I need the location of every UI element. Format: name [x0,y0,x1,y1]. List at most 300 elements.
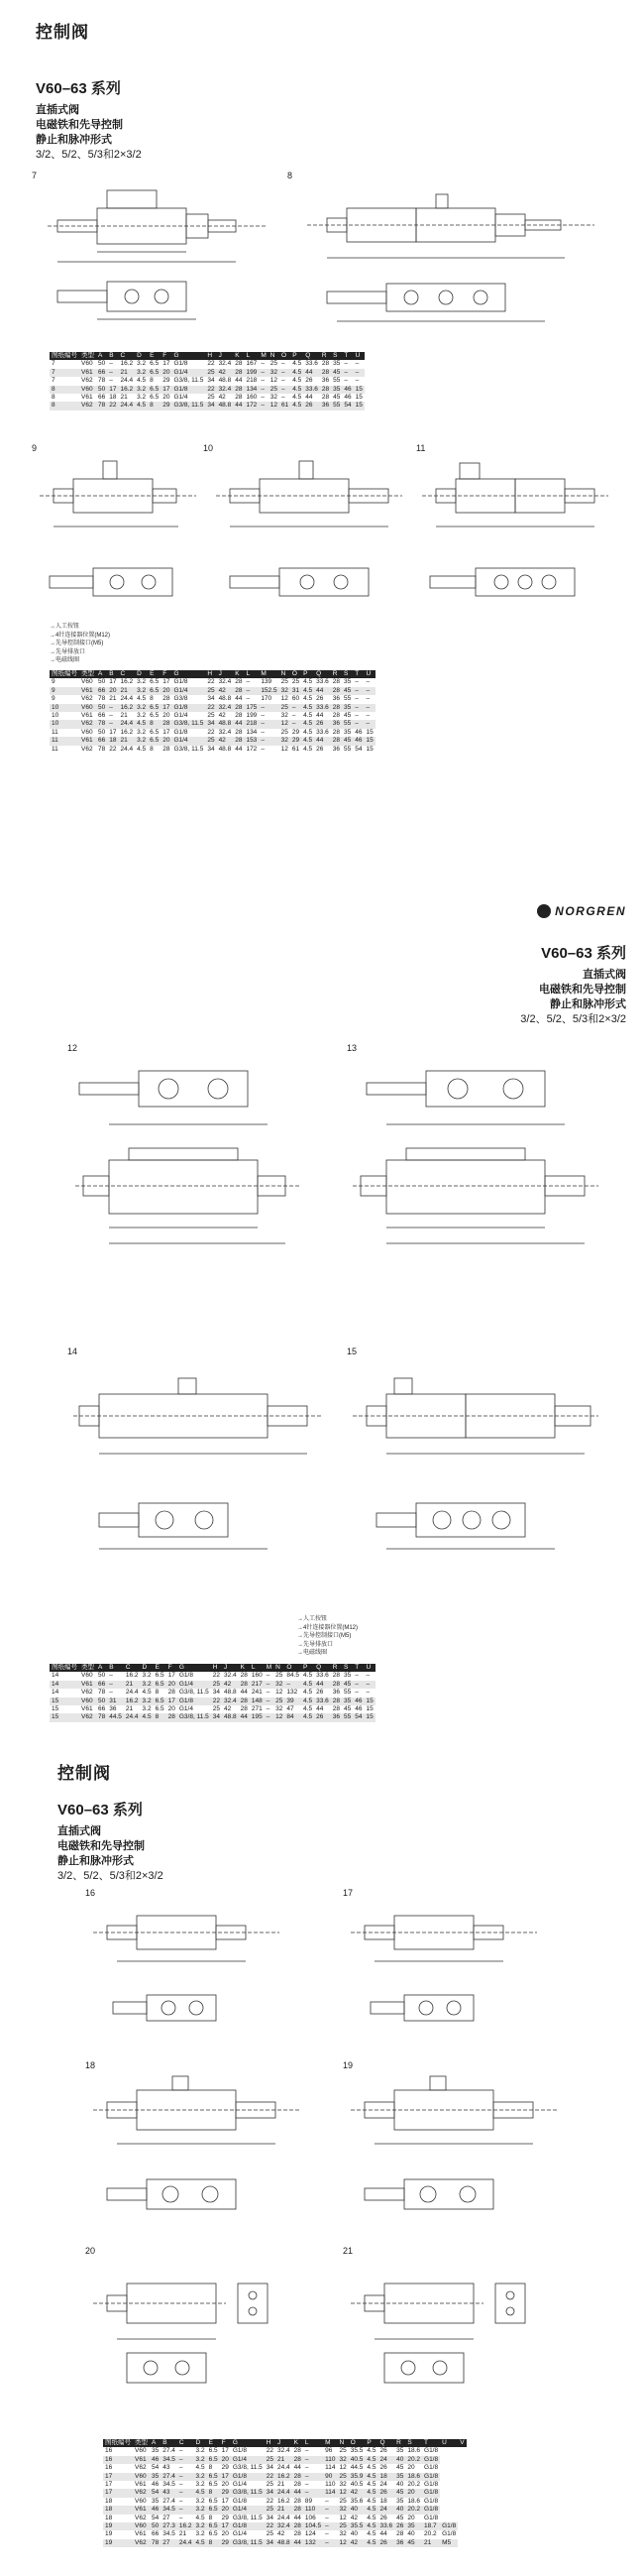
catalog-page-1 [0,0,644,823]
table-cell: 11 [52,728,58,736]
table-cell: 78 [98,1713,106,1721]
table-cell: 17 [105,2481,113,2489]
column-header: F [162,670,167,677]
table-cell: 17 [109,678,117,686]
table-cell: 24 [379,2481,387,2489]
table-cell: 20 [407,2464,415,2472]
table-cell: 43 [162,2464,170,2472]
catalog-page-3 [0,1745,644,2576]
column-header: O [280,352,287,359]
table-cell: – [325,2522,329,2530]
table-cell: 12 [269,377,277,385]
valve-drawing-fig19 [345,2068,563,2237]
table-cell: 42 [218,394,226,402]
table-cell: 16 [105,2447,113,2455]
table-row [50,369,365,377]
table-cell: 4.5 [292,385,302,393]
table-cell: 44 [235,377,243,385]
table-cell: 4.5 [303,1697,313,1704]
table-cell: M5 [442,2538,452,2546]
table-cell: 18.7 [424,2522,437,2530]
table-cell: 27.3 [162,2522,175,2530]
table-cell: 34 [207,402,215,410]
table-cell: – [286,1680,291,1688]
table-cell: 6.5 [150,360,160,368]
table-row [103,2473,467,2481]
table-cell: G3/8, 11.5 [232,2489,263,2497]
dimension-table-3 [50,1664,376,1722]
table-cell: 44 [316,712,324,720]
table-cell: 12 [280,745,288,753]
table-cell: 96 [325,2447,333,2455]
table-cell: 4.5 [367,2522,376,2530]
table-row [50,1713,376,1721]
table-cell: 15 [366,1697,374,1704]
table-cell: 4.5 [367,2506,376,2514]
table-cell: 28 [235,360,243,368]
table-cell: 134 [246,385,258,393]
column-header: Q [316,670,322,677]
dimension-table-1 [50,352,365,410]
table-cell: 66 [98,686,106,694]
table-cell: – [261,377,265,385]
table-cell: 33.6 [316,728,329,736]
table-cell: 27 [162,2538,170,2546]
table-cell: 218 [246,377,258,385]
table-cell: 45 [344,686,352,694]
column-header: D [195,2439,201,2446]
table-cell: 17 [167,1697,175,1704]
table-cell: 32.4 [218,385,232,393]
table-cell: – [366,712,371,720]
table-row [50,1705,376,1713]
table-cell: 28 [293,2522,301,2530]
table-cell: 22 [207,360,215,368]
table-cell: 26 [316,695,324,703]
figure-number: 12 [67,1043,78,1053]
table-cell: 45 [333,368,341,376]
table-cell: 24.4 [276,2489,290,2497]
table-cell: 25 [212,1705,220,1713]
column-header: A [98,352,103,359]
header-line-3: 静止和脉冲形式 [57,1855,134,1867]
table-cell: 106 [304,2514,316,2521]
table-cell: 3.2 [195,2472,205,2480]
table-cell: 24.4 [120,402,134,410]
table-cell: 3.2 [137,394,147,402]
column-header: S [333,352,338,359]
table-cell: 6.5 [150,678,160,686]
table-cell: 17 [105,2472,113,2480]
table-cell: 25 [207,394,215,402]
table-cell: V61 [81,1705,93,1713]
table-cell: 17 [162,703,170,711]
table-cell: – [280,385,285,393]
table-cell: 32.4 [218,678,232,686]
table-cell: 26 [316,1689,324,1697]
table-cell: 16 [105,2464,113,2472]
table-cell: – [325,2530,329,2538]
table-cell: G1/8 [173,360,188,368]
table-cell: 35 [152,2497,160,2505]
table-cell: 25 [339,2472,347,2480]
table-cell: 28 [240,1697,248,1704]
table-cell: 24.4 [125,1713,139,1721]
table-cell: 22 [266,2522,273,2530]
table-cell: 26 [379,2489,387,2497]
catalog-page-2 [0,873,644,1735]
table-cell: 40 [396,2455,404,2463]
table-cell: 17 [162,385,170,393]
table-cell: 48.8 [223,1689,237,1697]
table-cell: 33.6 [379,2522,393,2530]
figure-number: 11 [416,443,426,453]
table-cell: G1/8 [178,1672,193,1680]
column-header: S [407,2439,412,2446]
table-cell: G1/8 [442,2530,457,2538]
table-cell: G3/8, 11.5 [173,377,204,385]
table-cell: 29 [221,2464,229,2472]
table-cell: 10 [52,712,59,720]
column-header: R [332,670,338,677]
table-cell: 24.4 [276,2464,290,2472]
table-cell: 20 [221,2481,229,2489]
column-header: R [321,352,327,359]
table-cell: 16.2 [120,360,134,368]
column-header: D [137,352,142,359]
table-cell: 34 [207,745,215,753]
table-cell: V62 [81,1689,93,1697]
table-cell: G3/8, 11.5 [178,1689,209,1697]
table-cell: – [325,2514,329,2521]
table-cell: 4.5 [292,368,302,376]
table-cell: 22 [109,745,117,753]
column-header: P [303,1664,308,1671]
table-cell: 28 [293,2447,301,2455]
table-cell: – [266,1713,270,1721]
table-cell: 50 [98,1697,106,1704]
figure-number: 17 [343,1888,354,1898]
table-cell: 35 [396,2497,404,2505]
table-cell: 16.2 [125,1697,139,1704]
table-cell: – [304,2464,309,2472]
table-cell: 6.5 [208,2530,218,2538]
figure-number: 14 [67,1347,78,1356]
table-cell: 167 [246,360,258,368]
table-cell: V61 [81,686,93,694]
table-cell: 34 [266,2538,273,2546]
table-cell: 3.2 [142,1680,152,1688]
table-cell: – [304,2472,309,2480]
table-cell: 24.4 [120,720,134,728]
column-header: G [173,670,179,677]
table-cell: 3.2 [137,360,147,368]
table-cell: 32 [280,737,288,745]
table-cell: 114 [325,2489,336,2497]
table-cell: 34 [266,2514,273,2521]
table-cell: – [355,1680,359,1688]
table-cell: 45 [333,394,341,402]
table-cell: – [304,2455,309,2463]
table-cell: 34 [207,695,215,703]
table-cell: 8 [155,1689,160,1697]
column-header: P [367,2439,372,2446]
table-cell: – [355,686,359,694]
table-cell: 132 [286,1689,298,1697]
column-header: H [207,670,213,677]
table-cell: 6.5 [208,2522,218,2530]
table-cell: 45 [396,2514,404,2521]
table-cell: 8 [52,394,55,402]
table-cell: 48.8 [218,745,232,753]
table-cell: G1/8 [173,385,188,393]
table-cell: 34.5 [162,2455,175,2463]
table-cell: 28 [240,1680,248,1688]
table-cell: – [280,360,285,368]
table-cell: – [355,368,360,376]
table-cell: 4.5 [303,712,313,720]
column-header: J [218,352,222,359]
column-header: A [98,1664,103,1671]
table-row [50,402,365,410]
column-header: L [246,352,251,359]
table-cell: 32 [275,1680,283,1688]
table-cell: 20 [221,2455,229,2463]
table-cell: 46 [355,1697,363,1704]
table-cell: 20 [407,2514,415,2521]
column-header: M [325,2439,331,2446]
table-cell: 35.5 [350,2522,364,2530]
table-cell: 26 [316,745,324,753]
table-row [50,746,376,754]
table-cell: 34 [212,1689,220,1697]
table-cell: 9 [52,695,55,703]
table-cell: 32 [339,2530,347,2538]
table-cell: 20 [162,394,170,402]
table-cell: 32.4 [276,2522,290,2530]
table-cell: 6.5 [150,394,160,402]
table-cell: 46 [344,394,352,402]
table-cell: 20.2 [407,2506,421,2514]
column-header: T [424,2439,428,2446]
table-cell: 40.5 [350,2455,364,2463]
table-cell: 45 [407,2538,415,2546]
column-header: J [276,2439,281,2446]
table-cell: 12 [269,402,277,410]
table-cell: – [325,2506,329,2514]
table-cell: 36 [332,1713,340,1721]
table-cell: 4.5 [367,2464,376,2472]
table-cell: 24.4 [120,377,134,385]
table-cell: 18 [105,2514,113,2521]
table-cell: 22 [266,2497,273,2505]
table-cell: 22 [109,402,117,410]
table-cell: G3/8, 11.5 [173,402,204,410]
table-cell: – [325,2538,329,2546]
table-cell: 26 [379,2538,387,2546]
table-cell: 15 [355,385,363,393]
table-cell: 20 [162,368,170,376]
table-cell: – [261,402,265,410]
table-cell: 17 [109,728,117,736]
table-cell: 12 [280,695,288,703]
table-cell: 50 [98,678,106,686]
table-cell: 3.2 [195,2447,205,2455]
table-cell: 12 [275,1689,283,1697]
header-line-4: 3/2、5/2、5/3和2×3/2 [520,1013,626,1025]
table-cell: 3.2 [195,2530,205,2538]
table-cell: 4.5 [367,2538,376,2546]
column-header: G [232,2439,238,2446]
table-cell: 28 [235,728,243,736]
table-cell: 3.2 [142,1672,152,1680]
table-cell: 28 [293,2530,301,2538]
table-cell: 35 [396,2472,404,2480]
column-header: Q [305,352,311,359]
column-header: N [269,352,275,359]
column-header: 类型 [135,2439,148,2446]
table-cell: 39 [286,1697,294,1704]
table-cell: 66 [98,712,106,720]
table-cell: 9 [52,686,55,694]
table-cell: 48.8 [218,377,232,385]
dimension-table-4 [103,2439,467,2547]
valve-drawing-fig8 [297,178,614,337]
table-cell: 9 [52,678,55,686]
table-cell: 46 [344,385,352,393]
table-cell: 84.5 [286,1672,300,1680]
table-cell: G1/4 [173,737,188,745]
table-cell: 28 [293,2455,301,2463]
table-cell: 31 [291,686,300,694]
table-cell: 3.2 [195,2506,205,2514]
table-cell: 42 [350,2538,358,2546]
table-cell: 32.4 [218,360,232,368]
table-cell: 46 [152,2481,160,2489]
table-cell: 25 [280,728,288,736]
table-cell: 22 [212,1672,220,1680]
table-cell: 21 [125,1680,134,1688]
table-cell: 20 [167,1705,175,1713]
table-cell: 14 [52,1672,59,1680]
table-cell: 22 [212,1697,220,1704]
table-cell: 4.5 [303,695,313,703]
table-cell: 17 [162,360,170,368]
table-cell: 32.4 [223,1697,237,1704]
column-header: B [109,670,114,677]
table-cell: 36 [109,1705,117,1713]
table-cell: 3.2 [195,2522,205,2530]
table-cell: 22 [266,2447,273,2455]
column-header: M [266,1664,272,1671]
table-cell: 20 [221,2506,229,2514]
table-cell: 170 [261,695,272,703]
table-cell: 3.2 [137,686,147,694]
table-cell: 28 [235,712,243,720]
table-cell: 12 [339,2464,347,2472]
table-cell: 44 [235,402,243,410]
table-cell: 26 [396,2522,404,2530]
table-cell: G1/4 [178,1705,193,1713]
table-cell: 28 [332,1705,340,1713]
table-cell: 78 [98,695,106,703]
table-cell: 18.6 [407,2472,421,2480]
table-cell: 134 [246,728,258,736]
table-cell: 40 [350,2506,358,2514]
table-cell: 55 [344,695,352,703]
table-cell: 90 [325,2472,333,2480]
table-row [50,377,365,385]
table-cell: 19 [105,2530,113,2538]
section-title: 控制阀 [36,23,89,42]
table-cell: 14 [52,1689,59,1697]
table-cell: 24.4 [120,695,134,703]
table-cell: 20.2 [407,2455,421,2463]
table-cell: – [366,1689,371,1697]
table-cell: 6.5 [155,1697,164,1704]
table-cell: V60 [135,2497,147,2505]
table-cell: 35 [152,2472,160,2480]
table-cell: 44 [293,2538,301,2546]
table-cell: 28 [293,2497,301,2505]
column-header: K [293,2439,298,2446]
table-cell: 28 [332,737,340,745]
table-cell: 50 [98,1672,106,1680]
table-cell: 54 [344,402,352,410]
table-cell: 160 [251,1672,263,1680]
table-row [103,2530,467,2538]
table-cell: 19 [105,2538,113,2546]
table-cell: G1/8 [232,2472,247,2480]
table-cell: 46 [355,737,363,745]
table-cell: – [261,360,265,368]
column-header: N [280,670,286,677]
table-cell: 46 [152,2506,160,2514]
valve-drawing-fig13 [347,1051,604,1309]
table-cell: 6.5 [155,1705,164,1713]
drawing-legend: → 人工按钮 → 4针连接器位置(M12) → 先导控制接口(M5) → 先导排放口 → 电磁线圈 [297,1615,358,1658]
table-cell: 16.2 [120,703,134,711]
table-cell: V62 [81,402,93,410]
table-cell: 22 [207,678,215,686]
table-cell: – [344,377,348,385]
table-cell: – [261,745,265,753]
table-cell: 54 [152,2489,160,2497]
table-cell: G3/8, 11.5 [232,2464,263,2472]
table-cell: 66 [98,1680,106,1688]
table-cell: 12 [275,1713,283,1721]
table-cell: – [109,703,113,711]
table-cell: 16.2 [120,678,134,686]
table-cell: 12 [280,720,288,728]
table-cell: 42 [218,712,226,720]
figure-number: 20 [85,2246,96,2256]
drawing-legend: → 人工按钮 → 4针连接器位置(M12) → 先导控制接口(M5) → 先导排放口 → 电磁线圈 [50,623,110,665]
table-cell: – [366,703,371,711]
table-cell: 27 [162,2514,170,2521]
table-cell: 40 [396,2481,404,2489]
table-cell: 50 [152,2522,160,2530]
table-cell: 3.2 [137,678,147,686]
table-cell: V62 [135,2538,147,2546]
table-cell: 28 [235,703,243,711]
table-cell: 6.5 [150,737,160,745]
table-cell: – [355,703,359,711]
table-cell: 8 [52,402,55,410]
table-cell: 104.5 [304,2522,322,2530]
table-cell: 24.4 [276,2514,290,2521]
table-row [103,2456,467,2464]
